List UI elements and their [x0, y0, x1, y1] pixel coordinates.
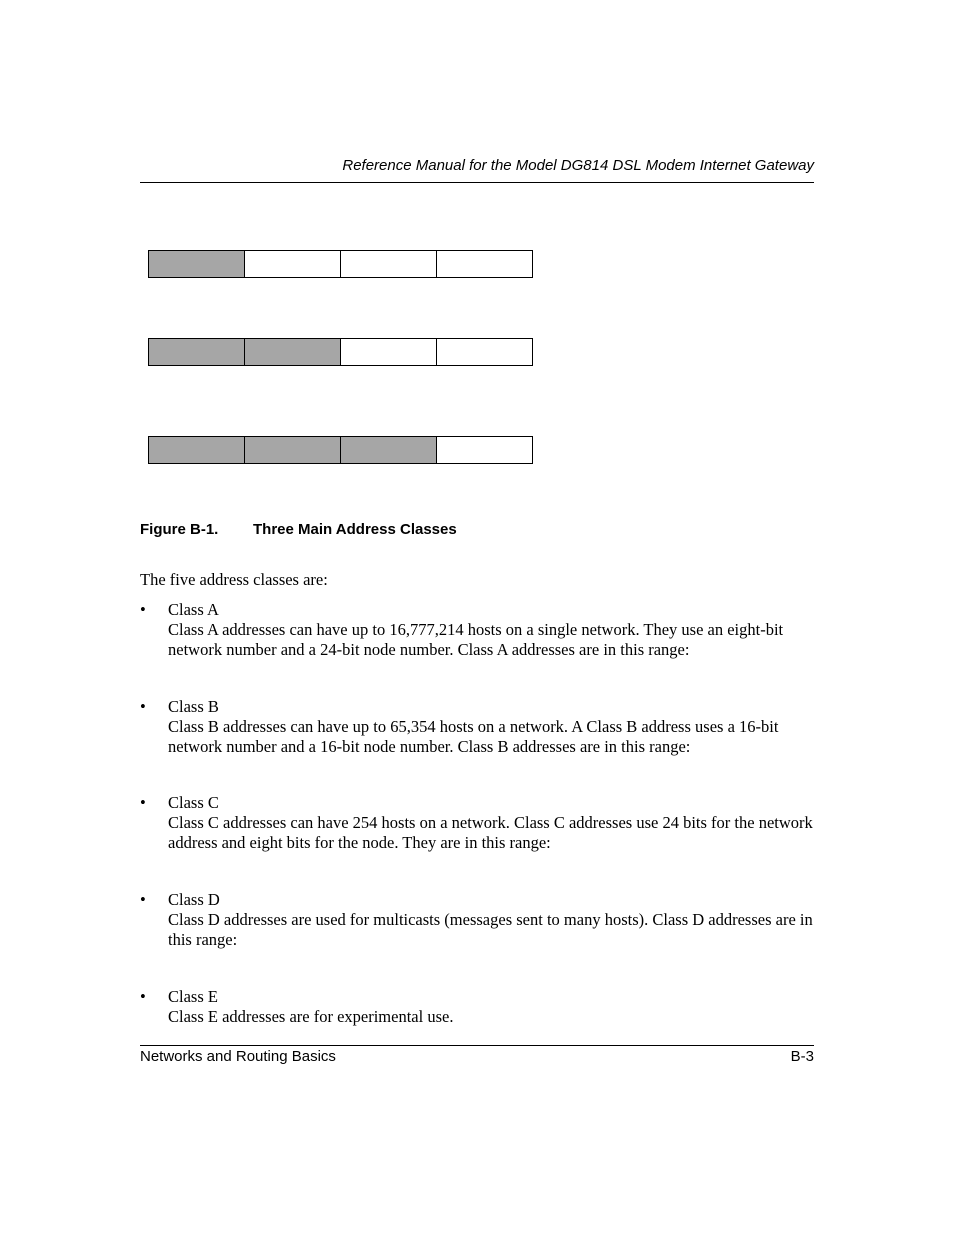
- octet-cell: [340, 339, 436, 365]
- octet-cell: [244, 339, 340, 365]
- octet-cell: [340, 251, 436, 277]
- octet-cell: [436, 437, 532, 463]
- footer-section-title: Networks and Routing Basics: [140, 1048, 336, 1065]
- running-header-title: Reference Manual for the Model DG814 DSL Modem Internet Gateway: [342, 157, 814, 174]
- address-class-bar-3: [148, 436, 533, 464]
- class-name: Class A: [168, 600, 219, 619]
- class-description: Class E addresses are for experimental use.: [168, 1007, 454, 1026]
- octet-cell: [149, 437, 244, 463]
- address-class-bar-1: [148, 250, 533, 278]
- bullet-icon: •: [140, 890, 146, 909]
- class-name: Class D: [168, 890, 220, 909]
- bullet-icon: •: [140, 793, 146, 812]
- class-description: Class C addresses can have 254 hosts on a network. Class C addresses use 24 bits for the network address and eight bits for the node. They are in this range:: [168, 813, 813, 852]
- octet-cell: [149, 251, 244, 277]
- address-class-bar-2: [148, 338, 533, 366]
- intro-text: The five address classes are:: [140, 570, 328, 589]
- bullet-icon: •: [140, 987, 146, 1006]
- figure-caption: [140, 521, 457, 539]
- octet-cell: [340, 437, 436, 463]
- class-name: Class B: [168, 697, 219, 716]
- octet-cell: [436, 339, 532, 365]
- octet-cell: [244, 251, 340, 277]
- class-description: Class B addresses can have up to 65,354 hosts on a network. A Class B address uses a 16-bit network number and a 16-bit node number. Class B addresses are in this range:: [168, 717, 779, 756]
- figure-number: Figure B-1.: [140, 521, 219, 538]
- class-description: Class A addresses can have up to 16,777,214 hosts on a single network. They use an eight-bit network number and a 24-bit node number. Class A addresses are in this range:: [168, 620, 784, 659]
- octet-cell: [244, 437, 340, 463]
- footer-rule: [140, 1045, 814, 1046]
- octet-cell: [436, 251, 532, 277]
- page-number: B-3: [790, 1048, 814, 1065]
- class-description: Class D addresses are used for multicasts (messages sent to many hosts). Class D addresses are in this range:: [168, 910, 813, 949]
- bullet-icon: •: [140, 600, 146, 619]
- header-rule: [140, 182, 814, 183]
- bullet-icon: •: [140, 697, 146, 716]
- class-name: Class E: [168, 987, 218, 1006]
- octet-cell: [149, 339, 244, 365]
- figure-title: Three Main Address Classes: [253, 521, 457, 538]
- class-name: Class C: [168, 793, 219, 812]
